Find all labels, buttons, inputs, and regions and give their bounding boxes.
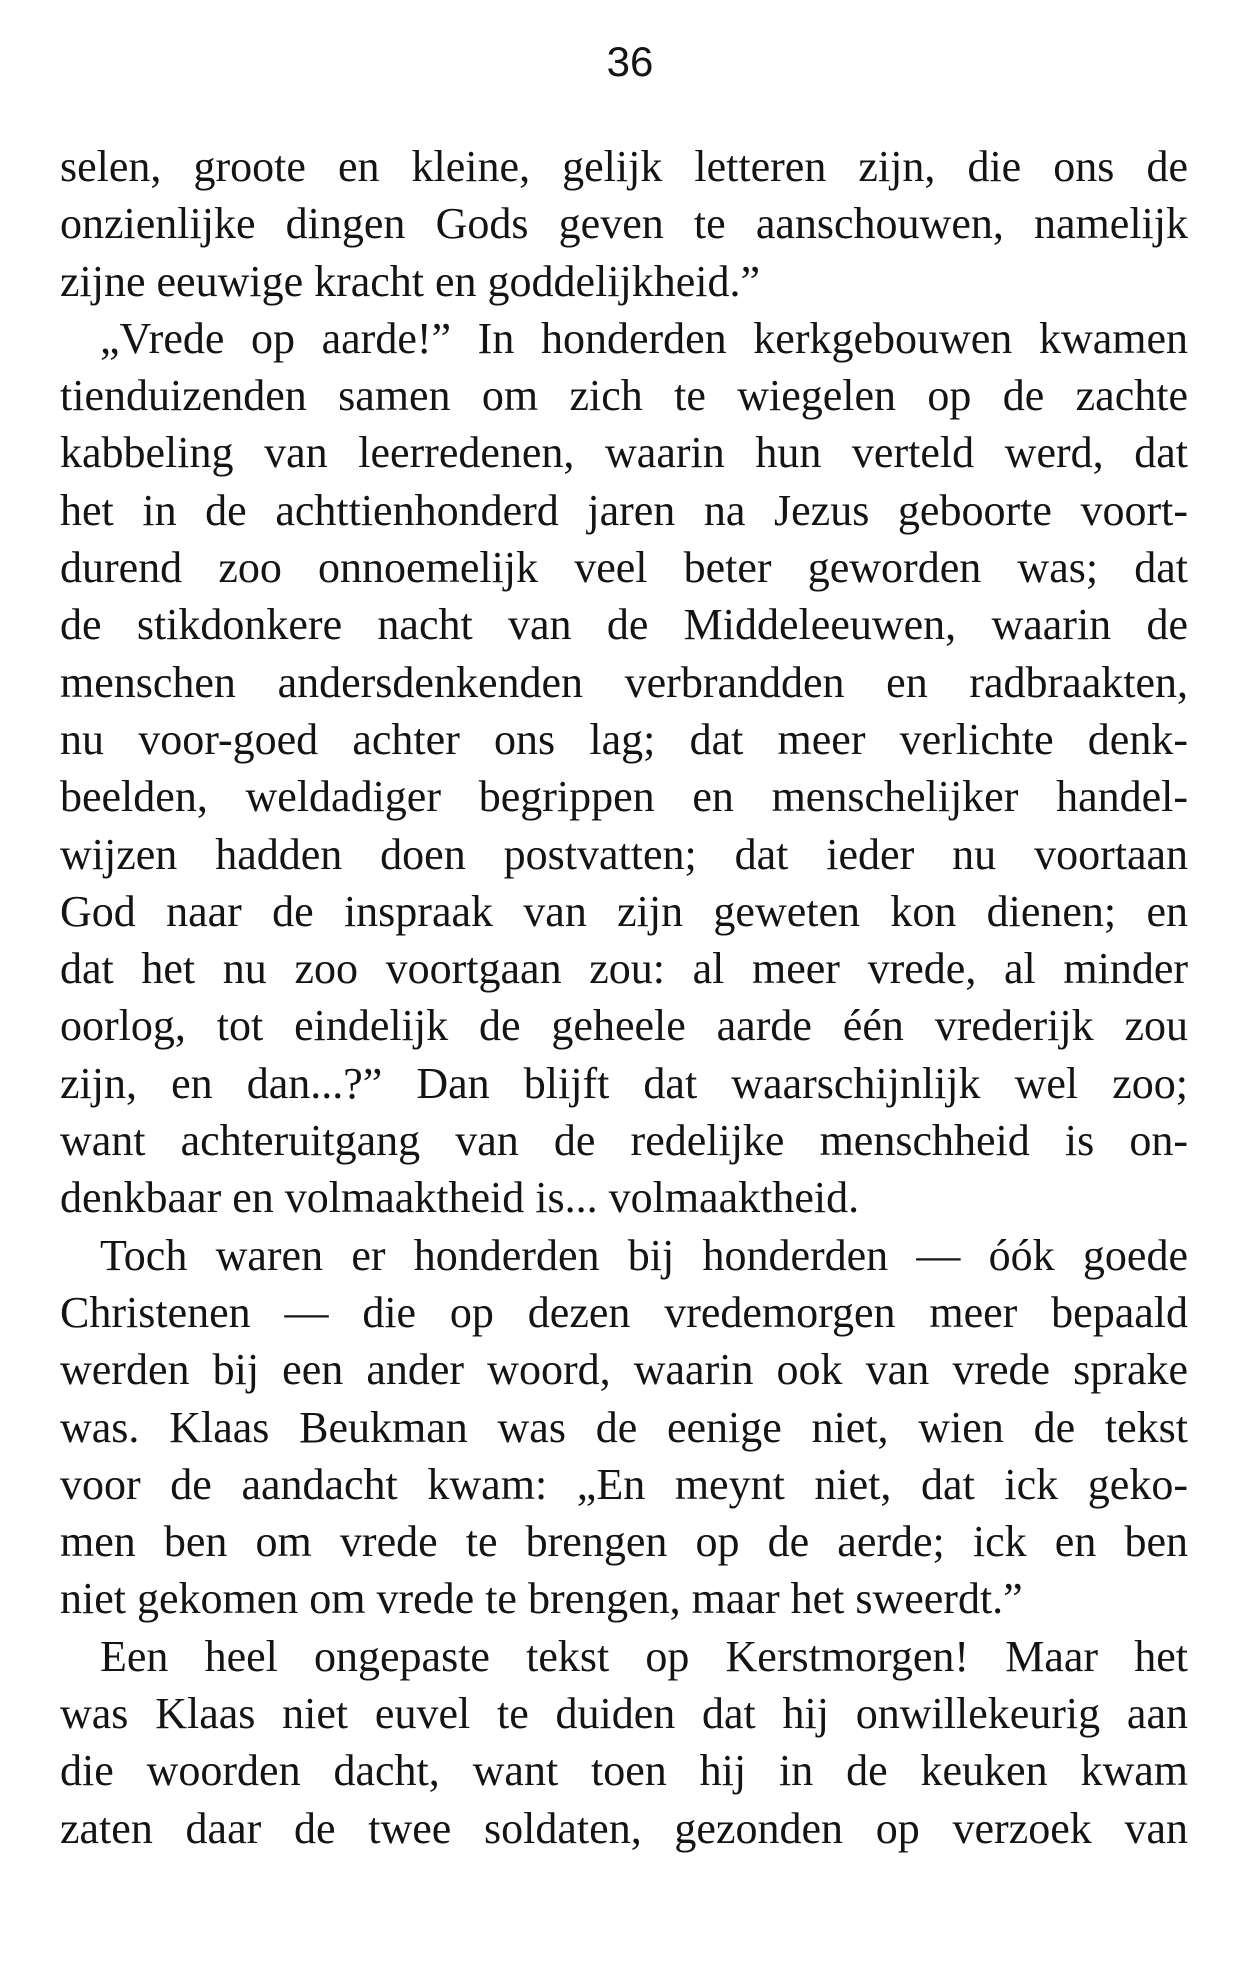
text-line: dat het nu zoo voortgaan zou: al meer vrede, al minder: [60, 944, 1188, 994]
text-line: Een heel ongepaste tekst op Kerstmorgen! Maar het: [100, 1631, 1188, 1681]
text-line: was Klaas niet euvel te duiden dat hij onwillekeurig aan: [60, 1689, 1188, 1739]
text-line: God naar de inspraak van zijn geweten kon dienen; en: [60, 886, 1188, 936]
text-line: Toch waren er honderden bij honderden — óók goede: [100, 1230, 1188, 1280]
text-line: men ben om vrede te brengen op de aerde; ick en ben: [60, 1517, 1188, 1567]
text-line: die woorden dacht, want toen hij in de keuken kwam: [60, 1746, 1188, 1796]
text-line: het in de achttienhonderd jaren na Jezus geboorte voort-: [60, 485, 1188, 535]
text-line: zijne eeuwige kracht en goddelijkheid.”: [60, 256, 761, 306]
body-text: [60, 138, 1188, 1857]
text-line: selen, groote en kleine, gelijk letteren zijn, die ons de: [60, 142, 1188, 191]
text-line: beelden, weldadiger begrippen en menschelijker handel-: [60, 772, 1188, 822]
text-line: kabbeling van leerredenen, waarin hun verteld werd, dat: [60, 428, 1188, 478]
text-line: tienduizenden samen om zich te wiegelen op de zachte: [60, 371, 1188, 421]
text-line: oorlog, tot eindelijk de geheele aarde één vrederijk zou: [60, 1001, 1188, 1051]
text-line: want achteruitgang van de redelijke menschheid is on-: [60, 1116, 1188, 1166]
text-line: denkbaar en volmaaktheid is... volmaaktheid.: [60, 1173, 860, 1223]
page-number: 36: [606, 38, 654, 85]
text-line: zijn, en dan...?” Dan blijft dat waarschijnlijk wel zoo;: [60, 1058, 1188, 1108]
text-line: werden bij een ander woord, waarin ook van vrede sprake: [60, 1345, 1188, 1395]
text-line: menschen andersdenkenden verbrandden en radbraakten,: [60, 657, 1188, 707]
text-line: Christenen — die op dezen vredemorgen meer bepaald: [60, 1287, 1188, 1337]
text-line: onzienlijke dingen Gods geven te aanschouwen, namelijk: [60, 199, 1188, 249]
text-line: nu voor-goed achter ons lag; dat meer verlichte denk-: [60, 714, 1188, 764]
text-line: wijzen hadden doen postvatten; dat ieder nu voortaan: [60, 829, 1188, 879]
text-line: zaten daar de twee soldaten, gezonden op verzoek van: [60, 1803, 1188, 1853]
text-line: niet gekomen om vrede te brengen, maar het sweerdt.”: [60, 1574, 1023, 1624]
text-line: voor de aandacht kwam: „En meynt niet, dat ick geko-: [60, 1459, 1188, 1509]
text-line: de stikdonkere nacht van de Middeleeuwen, waarin de: [60, 600, 1188, 650]
text-line: durend zoo onnoemelijk veel beter geworden was; dat: [60, 543, 1188, 593]
text-line: „Vrede op aarde!” In honderden kerkgebouwen kwamen: [100, 313, 1188, 363]
text-line: was. Klaas Beukman was de eenige niet, wien de tekst: [60, 1402, 1188, 1452]
